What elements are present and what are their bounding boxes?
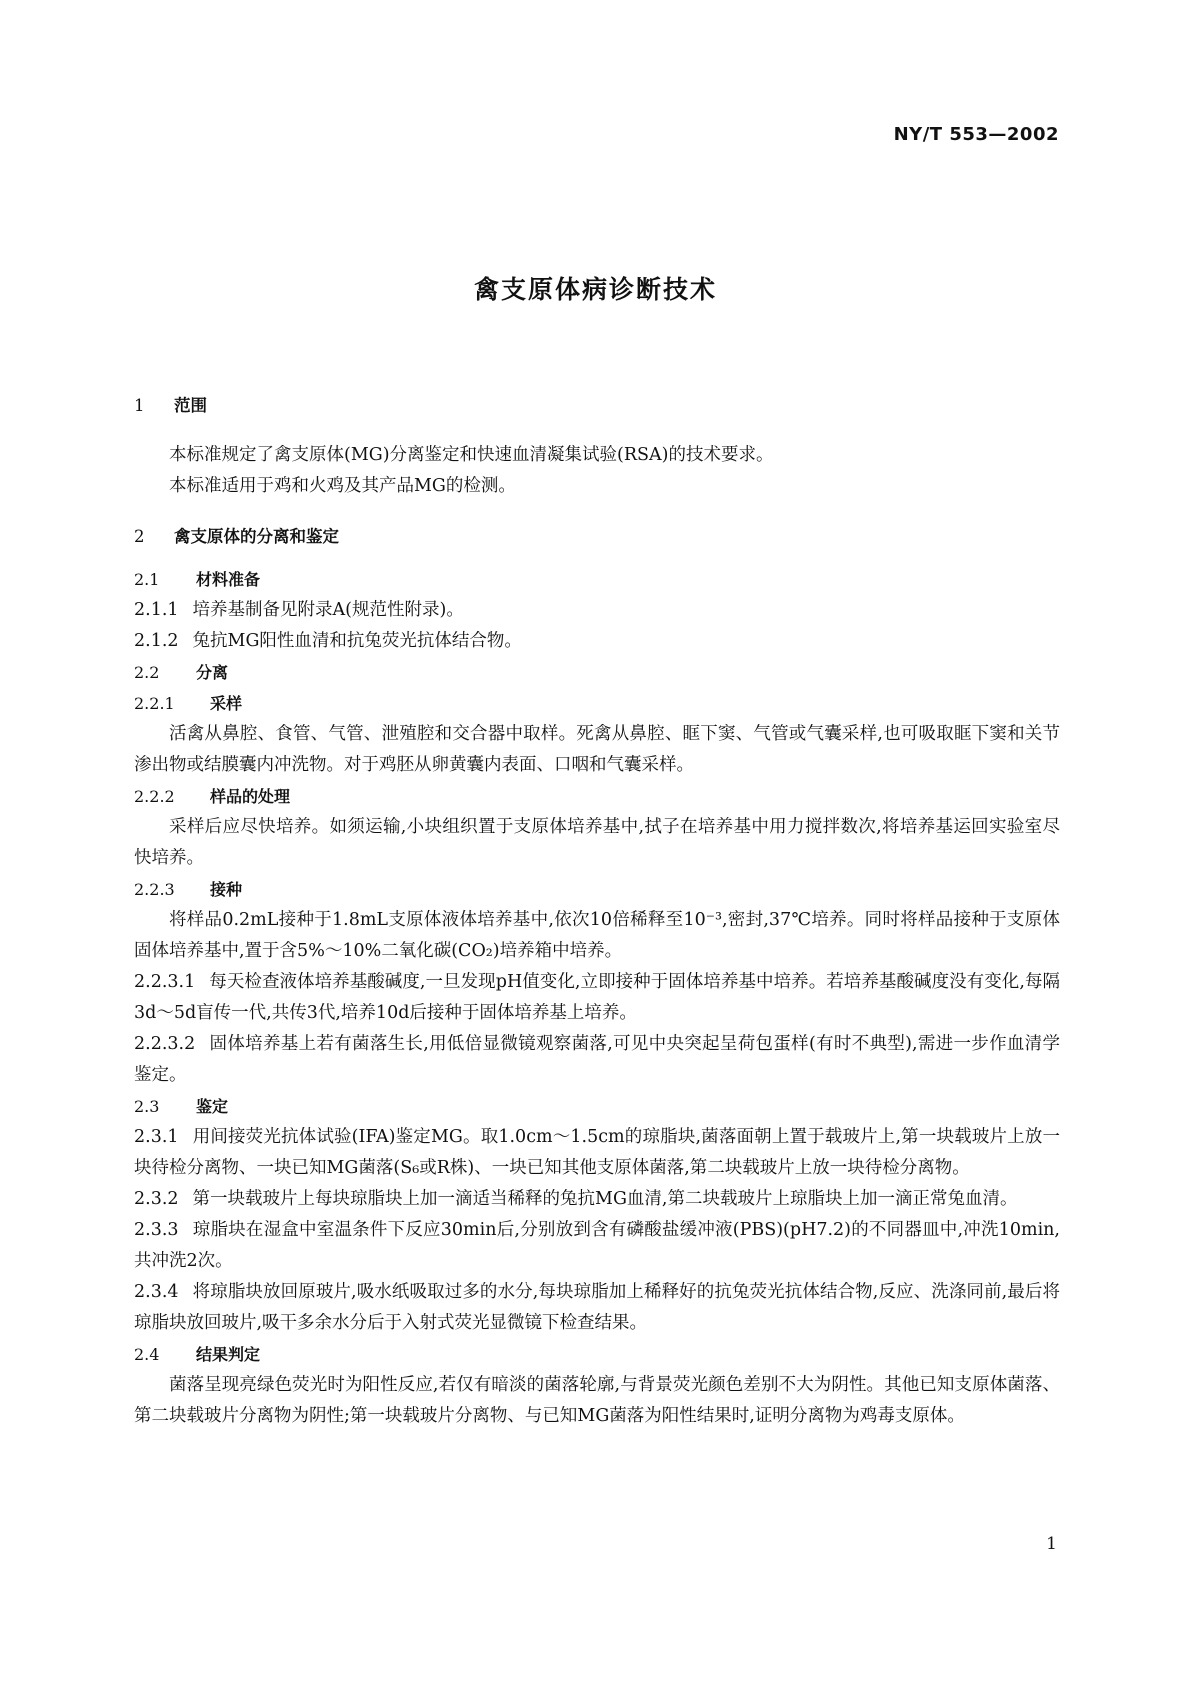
clause-text: 固体培养基上若有菌落生长,用低倍显微镜观察菌落,可见中央突起呈荷包蛋样(有时不典型),需进一步作血清学鉴定。 xyxy=(134,1034,1060,1085)
clause-number: 2.2.3.1 xyxy=(134,972,196,992)
clause-number: 2.3.4 xyxy=(134,1282,179,1302)
clause xyxy=(134,1215,1060,1277)
subsection-number: 2.4 xyxy=(134,1345,160,1364)
section-heading xyxy=(134,521,1060,552)
clause xyxy=(134,1122,1060,1184)
clause-text: 将琼脂块放回原玻片,吸水纸吸取过多的水分,每块琼脂加上稀释好的抗兔荧光抗体结合物,反应、洗涤同前,最后将琼脂块放回玻片,吸干多余水分后于入射式荧光显微镜下检查结果。 xyxy=(134,1282,1060,1333)
clause-number: 2.2.2 xyxy=(134,787,175,806)
document-title: 禽支原体病诊断技术 xyxy=(473,275,717,304)
section-number: 2 xyxy=(134,527,145,546)
standard-code: NY/T 553—2002 xyxy=(893,124,1059,145)
clause-number: 2.2.3.2 xyxy=(134,1034,196,1054)
clause-text: 每天检查液体培养基酸碱度,一旦发现pH值变化,立即接种于固体培养基中培养。若培养基酸碱度没有变化,每隔3d～5d盲传一代,共传3代,培养10d后接种于固体培养基上培养。 xyxy=(134,972,1060,1023)
clause-title: 接种 xyxy=(210,880,243,899)
clause-heading xyxy=(134,874,1060,905)
clause-number: 2.1.1 xyxy=(134,600,179,620)
subsection-number: 2.1 xyxy=(134,570,160,589)
section-heading xyxy=(134,390,1060,421)
paragraph: 将样品0.2mL接种于1.8mL支原体液体培养基中,依次10倍稀释至10⁻³,密封,37℃培养。同时将样品接种于支原体固体培养基中,置于含5%～10%二氧化碳(CO₂)培养箱中培养。 xyxy=(134,910,1060,961)
clause-title: 采样 xyxy=(210,694,243,713)
clause-heading xyxy=(134,688,1060,719)
subsection-title: 鉴定 xyxy=(196,1097,229,1116)
clause xyxy=(134,595,1060,626)
clause-number: 2.3.1 xyxy=(134,1127,179,1147)
subsection-title: 材料准备 xyxy=(196,570,261,589)
clause-text: 第一块载玻片上每块琼脂块上加一滴适当稀释的兔抗MG血清,第二块载玻片上琼脂块上加一滴正常兔血清。 xyxy=(192,1189,1018,1209)
clause-number: 2.3.2 xyxy=(134,1189,179,1209)
section-title: 范围 xyxy=(174,396,207,415)
paragraph: 本标准适用于鸡和火鸡及其产品MG的检测。 xyxy=(169,476,516,496)
clause-number: 2.2.1 xyxy=(134,694,175,713)
clause xyxy=(134,1029,1060,1091)
paragraph: 本标准规定了禽支原体(MG)分离鉴定和快速血清凝集试验(RSA)的技术要求。 xyxy=(169,445,774,465)
paragraph: 菌落呈现亮绿色荧光时为阳性反应,若仅有暗淡的菌落轮廓,与背景荧光颜色差别不大为阴性。其他已知支原体菌落、第二块载玻片分离物为阴性;第一块载玻片分离物、与已知MG菌落为阳性结果时,证明分离物为鸡毒支原体。 xyxy=(134,1375,1060,1426)
document-body xyxy=(134,390,1060,1432)
section-number: 1 xyxy=(134,396,145,415)
subsection-number: 2.2 xyxy=(134,663,160,682)
subsection-title: 分离 xyxy=(196,663,229,682)
subsection-title: 结果判定 xyxy=(196,1345,261,1364)
subsection-number: 2.3 xyxy=(134,1097,160,1116)
subsection-heading xyxy=(134,564,1060,595)
clause-number: 2.2.3 xyxy=(134,880,175,899)
clause-text: 琼脂块在湿盒中室温条件下反应30min后,分别放到含有磷酸盐缓冲液(PBS)(pH7.2)的不同器皿中,冲洗10min,共冲洗2次。 xyxy=(134,1220,1060,1271)
subsection-heading xyxy=(134,657,1060,688)
subsection-heading xyxy=(134,1091,1060,1122)
clause-heading xyxy=(134,781,1060,812)
clause xyxy=(134,626,1060,657)
subsection-heading xyxy=(134,1339,1060,1370)
clause-text: 培养基制备见附录A(规范性附录)。 xyxy=(192,600,464,620)
clause-number: 2.1.2 xyxy=(134,631,179,651)
page-number: 1 xyxy=(1046,1534,1057,1554)
section-title: 禽支原体的分离和鉴定 xyxy=(174,527,339,546)
clause xyxy=(134,1184,1060,1215)
clause-text: 兔抗MG阳性血清和抗兔荧光抗体结合物。 xyxy=(192,631,522,651)
clause xyxy=(134,1277,1060,1339)
paragraph: 采样后应尽快培养。如须运输,小块组织置于支原体培养基中,拭子在培养基中用力搅拌数次,将培养基运回实验室尽快培养。 xyxy=(134,817,1060,868)
paragraph: 活禽从鼻腔、食管、气管、泄殖腔和交合器中取样。死禽从鼻腔、眶下窦、气管或气囊采样,也可吸取眶下窦和关节渗出物或结膜囊内冲洗物。对于鸡胚从卵黄囊内表面、口咽和气囊采样。 xyxy=(134,724,1060,775)
clause-text: 用间接荧光抗体试验(IFA)鉴定MG。取1.0cm～1.5cm的琼脂块,菌落面朝上置于载玻片上,第一块载玻片上放一块待检分离物、一块已知MG菌落(S₆或R株)、一块已知其他支原体菌落,第二块载玻片上放一块待检分离物。 xyxy=(134,1127,1060,1178)
clause-title: 样品的处理 xyxy=(210,787,291,806)
clause xyxy=(134,967,1060,1029)
clause-number: 2.3.3 xyxy=(134,1220,179,1240)
